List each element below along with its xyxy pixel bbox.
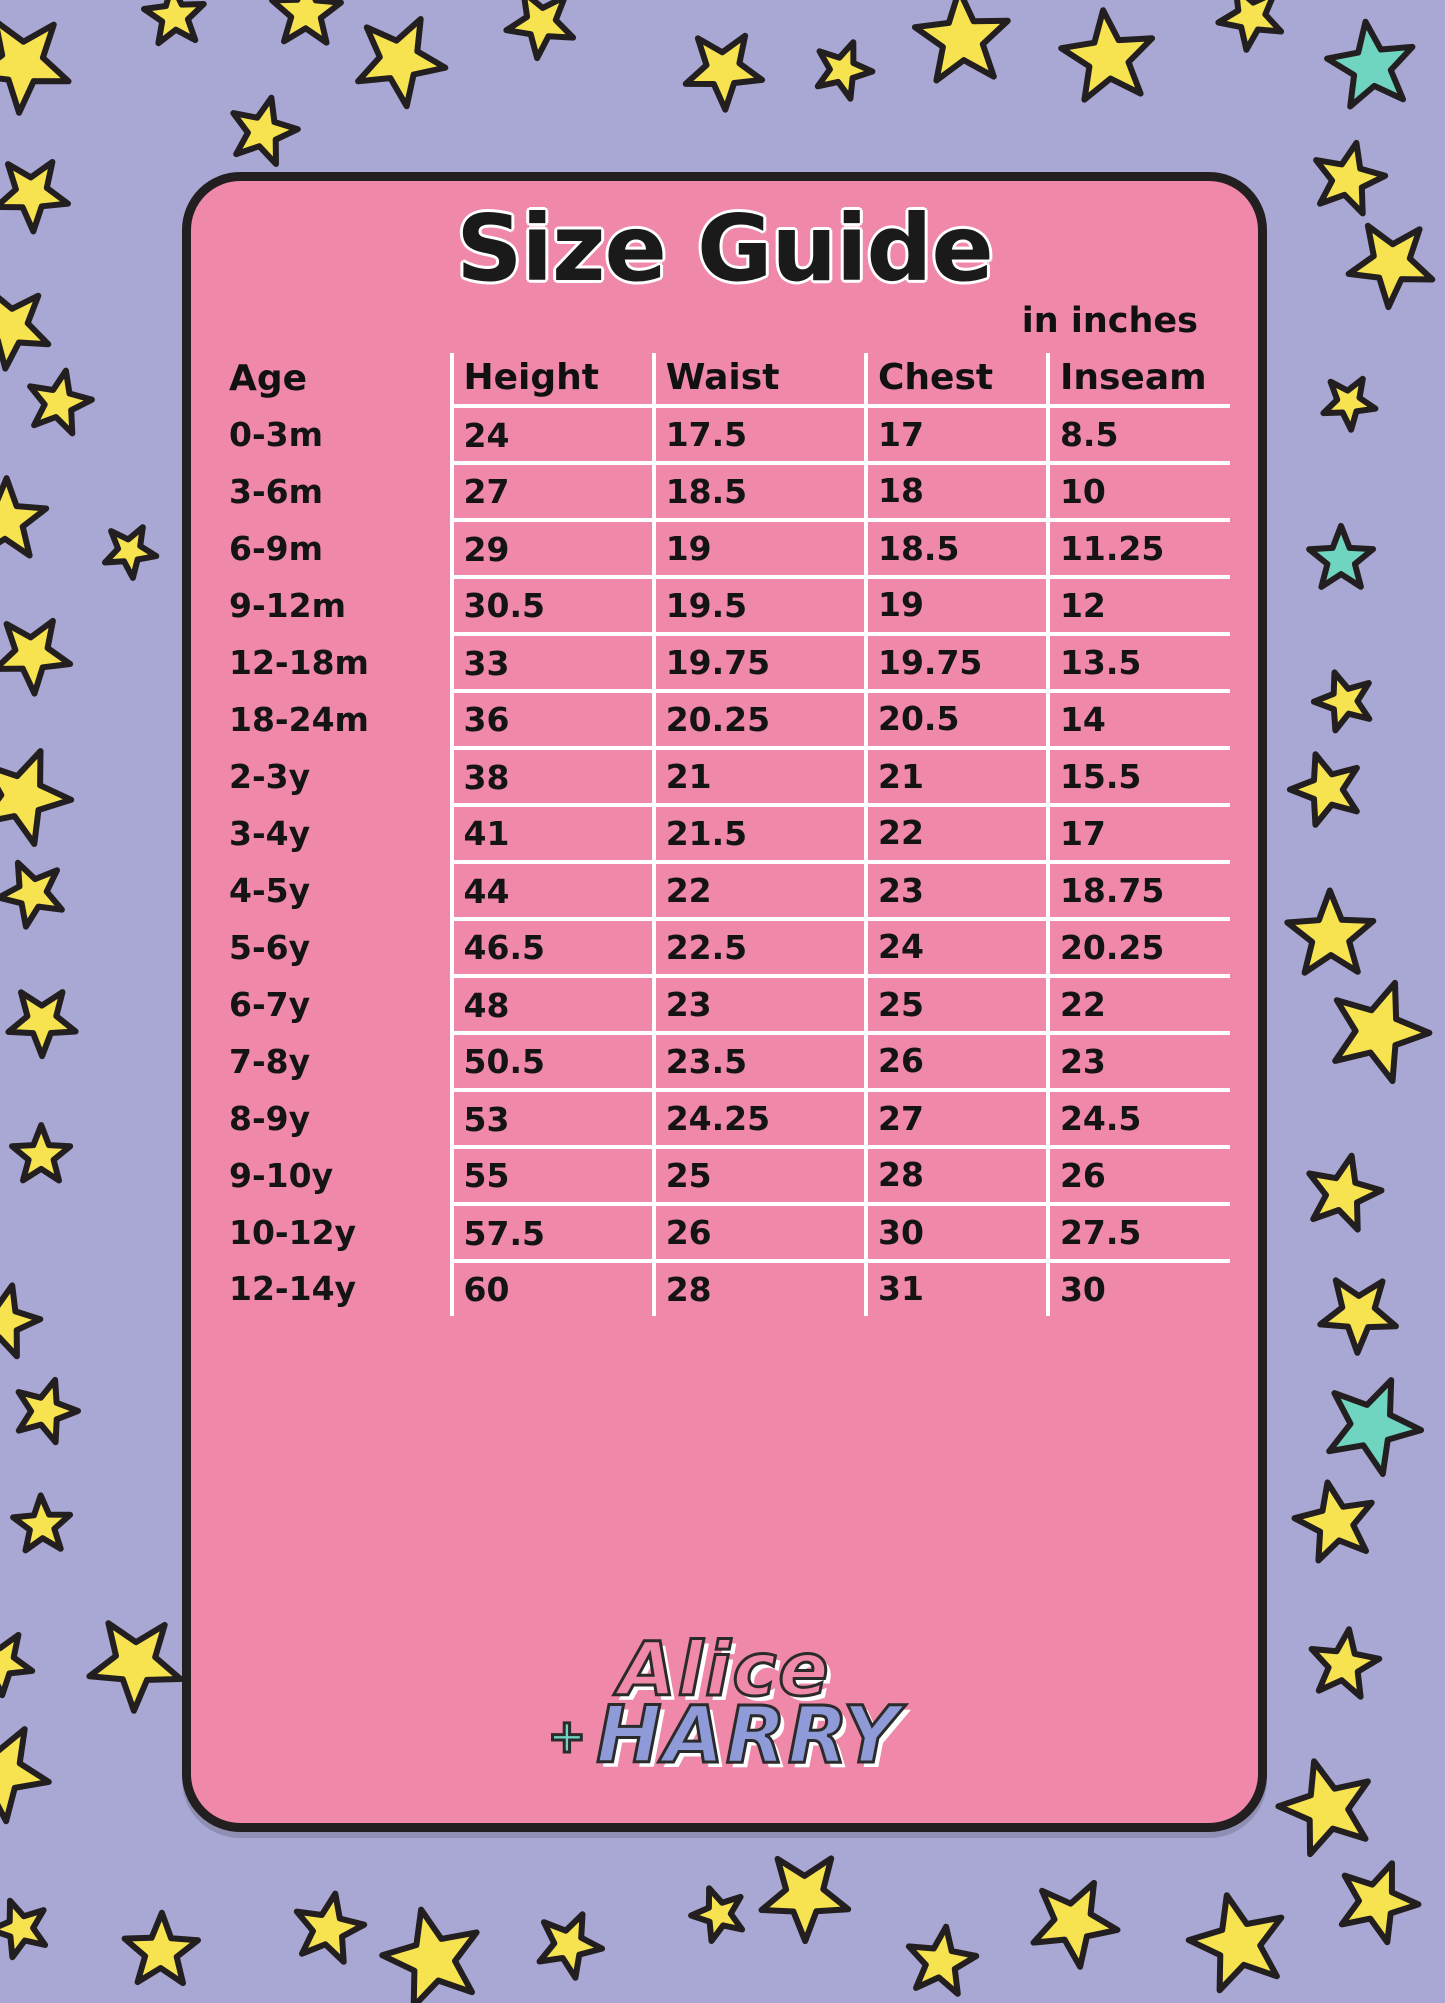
table-header-row: [219, 353, 1230, 406]
cell-height: 55: [452, 1147, 654, 1204]
star-icon: [1335, 983, 1429, 1081]
cell-height: 53: [452, 1091, 654, 1148]
column-header-height: Height: [452, 353, 654, 406]
cell-inseam: 13.5: [1048, 634, 1230, 691]
table-row: [219, 919, 1230, 976]
star-icon: [686, 36, 762, 110]
star-icon: [382, 1910, 476, 2003]
cell-chest: 19: [866, 576, 1048, 633]
cell-waist: 24.25: [654, 1090, 866, 1147]
star-icon: [358, 19, 445, 106]
star-icon: [1316, 143, 1385, 214]
cell-height: 41: [452, 805, 654, 862]
column-header-age: Age: [229, 358, 308, 399]
column-header-waist: Waist: [654, 353, 866, 406]
cell-chest: 21: [866, 748, 1048, 805]
star-icon: [1290, 754, 1357, 825]
star-icon: [19, 1380, 78, 1442]
star-icon: [915, 0, 1008, 81]
cell-inseam: 23: [1048, 1033, 1230, 1090]
table-row: [219, 862, 1230, 919]
cell-height: 44: [452, 863, 654, 920]
cell-inseam: 15.5: [1048, 748, 1230, 805]
cell-chest: 18: [866, 462, 1048, 519]
star-icon: [144, 0, 204, 43]
size-guide-card: [182, 172, 1267, 1832]
star-icon: [0, 1729, 49, 1821]
cell-age: 6-9m: [229, 529, 324, 568]
cell-waist: 19.5: [654, 577, 866, 634]
star-icon: [762, 1858, 849, 1941]
table-row: [219, 976, 1230, 1033]
cell-chest: 18.5: [866, 520, 1048, 577]
cell-height: 24: [452, 407, 654, 464]
table-row: [219, 1204, 1230, 1261]
star-icon: [1034, 1883, 1118, 1967]
cell-height: 60: [452, 1261, 654, 1316]
cell-height: 33: [452, 635, 654, 692]
cell-inseam: 18.75: [1048, 862, 1230, 919]
star-icon: [0, 1635, 32, 1695]
star-icon: [1295, 1482, 1372, 1560]
brand-logo: [191, 1626, 1258, 1781]
star-icon: [125, 1913, 198, 1983]
star-icon: [1314, 672, 1369, 730]
cell-inseam: 10: [1048, 463, 1230, 520]
cell-age: 9-12m: [229, 586, 346, 625]
cell-age: 3-6m: [229, 472, 324, 511]
cell-inseam: 8.5: [1048, 406, 1230, 463]
cell-age: 3-4y: [229, 814, 311, 853]
star-icon: [0, 863, 62, 927]
star-icon: [909, 1927, 977, 1994]
cell-age: 12-14y: [229, 1269, 357, 1308]
cell-chest: 17: [866, 406, 1048, 463]
cell-chest: 30: [866, 1204, 1048, 1261]
cell-waist: 19.75: [654, 634, 866, 691]
cell-height: 46.5: [452, 919, 654, 976]
table-row: [219, 520, 1230, 577]
star-icon: [818, 42, 873, 98]
cell-age: 8-9y: [229, 1099, 311, 1138]
star-icon: [1309, 526, 1373, 587]
logo-plus-text: +: [547, 1708, 587, 1763]
table-row: [219, 748, 1230, 805]
cell-height: 38: [452, 749, 654, 806]
cell-age: 12-18m: [229, 643, 369, 682]
cell-chest: 27: [866, 1090, 1048, 1147]
star-icon: [1349, 226, 1433, 307]
star-icon: [1342, 1863, 1419, 1942]
star-icon: [0, 621, 70, 694]
cell-waist: 20.25: [654, 691, 866, 748]
cell-chest: 28: [866, 1146, 1048, 1203]
logo-second-line: [191, 1690, 1258, 1781]
cell-inseam: 17: [1048, 805, 1230, 862]
cell-waist: 19: [654, 520, 866, 577]
star-icon: [0, 290, 48, 368]
star-icon: [540, 1914, 603, 1978]
cell-waist: 22: [654, 862, 866, 919]
cell-height: 29: [452, 521, 654, 578]
star-icon: [272, 0, 341, 43]
cell-inseam: 14: [1048, 691, 1230, 748]
table-row: [219, 1090, 1230, 1147]
size-table: [219, 353, 1230, 1316]
table-row: [219, 1147, 1230, 1204]
cell-inseam: 27.5: [1048, 1204, 1230, 1261]
cell-chest: 25: [866, 976, 1048, 1033]
star-icon: [1218, 0, 1281, 50]
star-icon: [0, 478, 46, 555]
star-icon: [0, 1285, 40, 1356]
star-icon: [0, 751, 71, 844]
cell-waist: 26: [654, 1204, 866, 1261]
star-icon: [1278, 1761, 1368, 1854]
size-table-wrap: [219, 353, 1230, 1316]
table-row: [219, 1261, 1230, 1316]
cell-waist: 28: [654, 1261, 866, 1316]
column-header-inseam: Inseam: [1048, 353, 1230, 406]
cell-age: 2-3y: [229, 757, 311, 796]
cell-height: 50.5: [452, 1033, 654, 1090]
star-icon: [691, 1888, 742, 1941]
cell-waist: 21.5: [654, 805, 866, 862]
cell-waist: 23.5: [654, 1033, 866, 1090]
star-icon: [0, 1901, 45, 1958]
cell-inseam: 12: [1048, 577, 1230, 634]
star-icon: [8, 992, 75, 1056]
cell-age: 4-5y: [229, 871, 311, 910]
cell-chest: 31: [866, 1260, 1048, 1315]
cell-height: 36: [452, 691, 654, 748]
table-row: [219, 577, 1230, 634]
cell-age: 9-10y: [229, 1156, 334, 1195]
table-row: [219, 463, 1230, 520]
star-icon: [1309, 1156, 1381, 1230]
cell-waist: 18.5: [654, 463, 866, 520]
star-icon: [13, 1495, 70, 1550]
table-row: [219, 634, 1230, 691]
column-header-chest: Chest: [866, 353, 1048, 406]
star-icon: [1320, 1280, 1396, 1353]
cell-waist: 23: [654, 976, 866, 1033]
cell-waist: 25: [654, 1147, 866, 1204]
cell-waist: 21: [654, 748, 866, 805]
cell-waist: 22.5: [654, 919, 866, 976]
cell-height: 27: [452, 463, 654, 520]
star-icon: [0, 162, 68, 231]
cell-chest: 24: [866, 918, 1048, 975]
table-row: [219, 691, 1230, 748]
cell-chest: 22: [866, 804, 1048, 861]
star-icon: [1189, 1895, 1282, 1990]
table-row: [219, 406, 1230, 463]
cell-chest: 20.5: [866, 690, 1048, 747]
star-icon: [506, 0, 573, 58]
cell-inseam: 11.25: [1048, 520, 1230, 577]
cell-height: 57.5: [452, 1205, 654, 1262]
star-icon: [1323, 379, 1375, 430]
star-icon: [0, 21, 68, 113]
page-title: Size Guide: [456, 195, 993, 302]
cell-chest: 19.75: [866, 634, 1048, 691]
cell-height: 30.5: [452, 577, 654, 634]
logo-harry-text: HARRY: [596, 1690, 902, 1781]
cell-age: 6-7y: [229, 985, 311, 1024]
star-icon: [233, 98, 297, 164]
cell-height: 48: [452, 977, 654, 1034]
cell-inseam: 30: [1048, 1261, 1230, 1316]
size-table-body: [219, 406, 1230, 1316]
cell-age: 0-3m: [229, 415, 324, 454]
cell-inseam: 24.5: [1048, 1090, 1230, 1147]
cell-chest: 23: [866, 862, 1048, 919]
cell-waist: 17.5: [654, 406, 866, 463]
cell-age: 10-12y: [229, 1213, 357, 1252]
cell-chest: 26: [866, 1032, 1048, 1089]
table-row: [219, 805, 1230, 862]
table-row: [219, 1033, 1230, 1090]
star-icon: [1329, 1380, 1421, 1474]
star-icon: [1287, 891, 1373, 973]
cell-age: 5-6y: [229, 928, 311, 967]
units-label: in inches: [1021, 301, 1198, 341]
star-icon: [89, 1623, 180, 1711]
star-icon: [105, 527, 156, 578]
star-icon: [1327, 22, 1412, 107]
cell-inseam: 20.25: [1048, 919, 1230, 976]
star-icon: [297, 1894, 364, 1962]
cell-age: 7-8y: [229, 1042, 311, 1081]
star-icon: [1312, 1629, 1380, 1696]
cell-inseam: 22: [1048, 976, 1230, 1033]
logo-alice-text: Alice: [618, 1626, 831, 1713]
star-icon: [30, 371, 92, 434]
cell-inseam: 26: [1048, 1147, 1230, 1204]
star-icon: [1061, 10, 1152, 100]
cell-age: 18-24m: [229, 700, 369, 739]
star-icon: [12, 1125, 70, 1180]
